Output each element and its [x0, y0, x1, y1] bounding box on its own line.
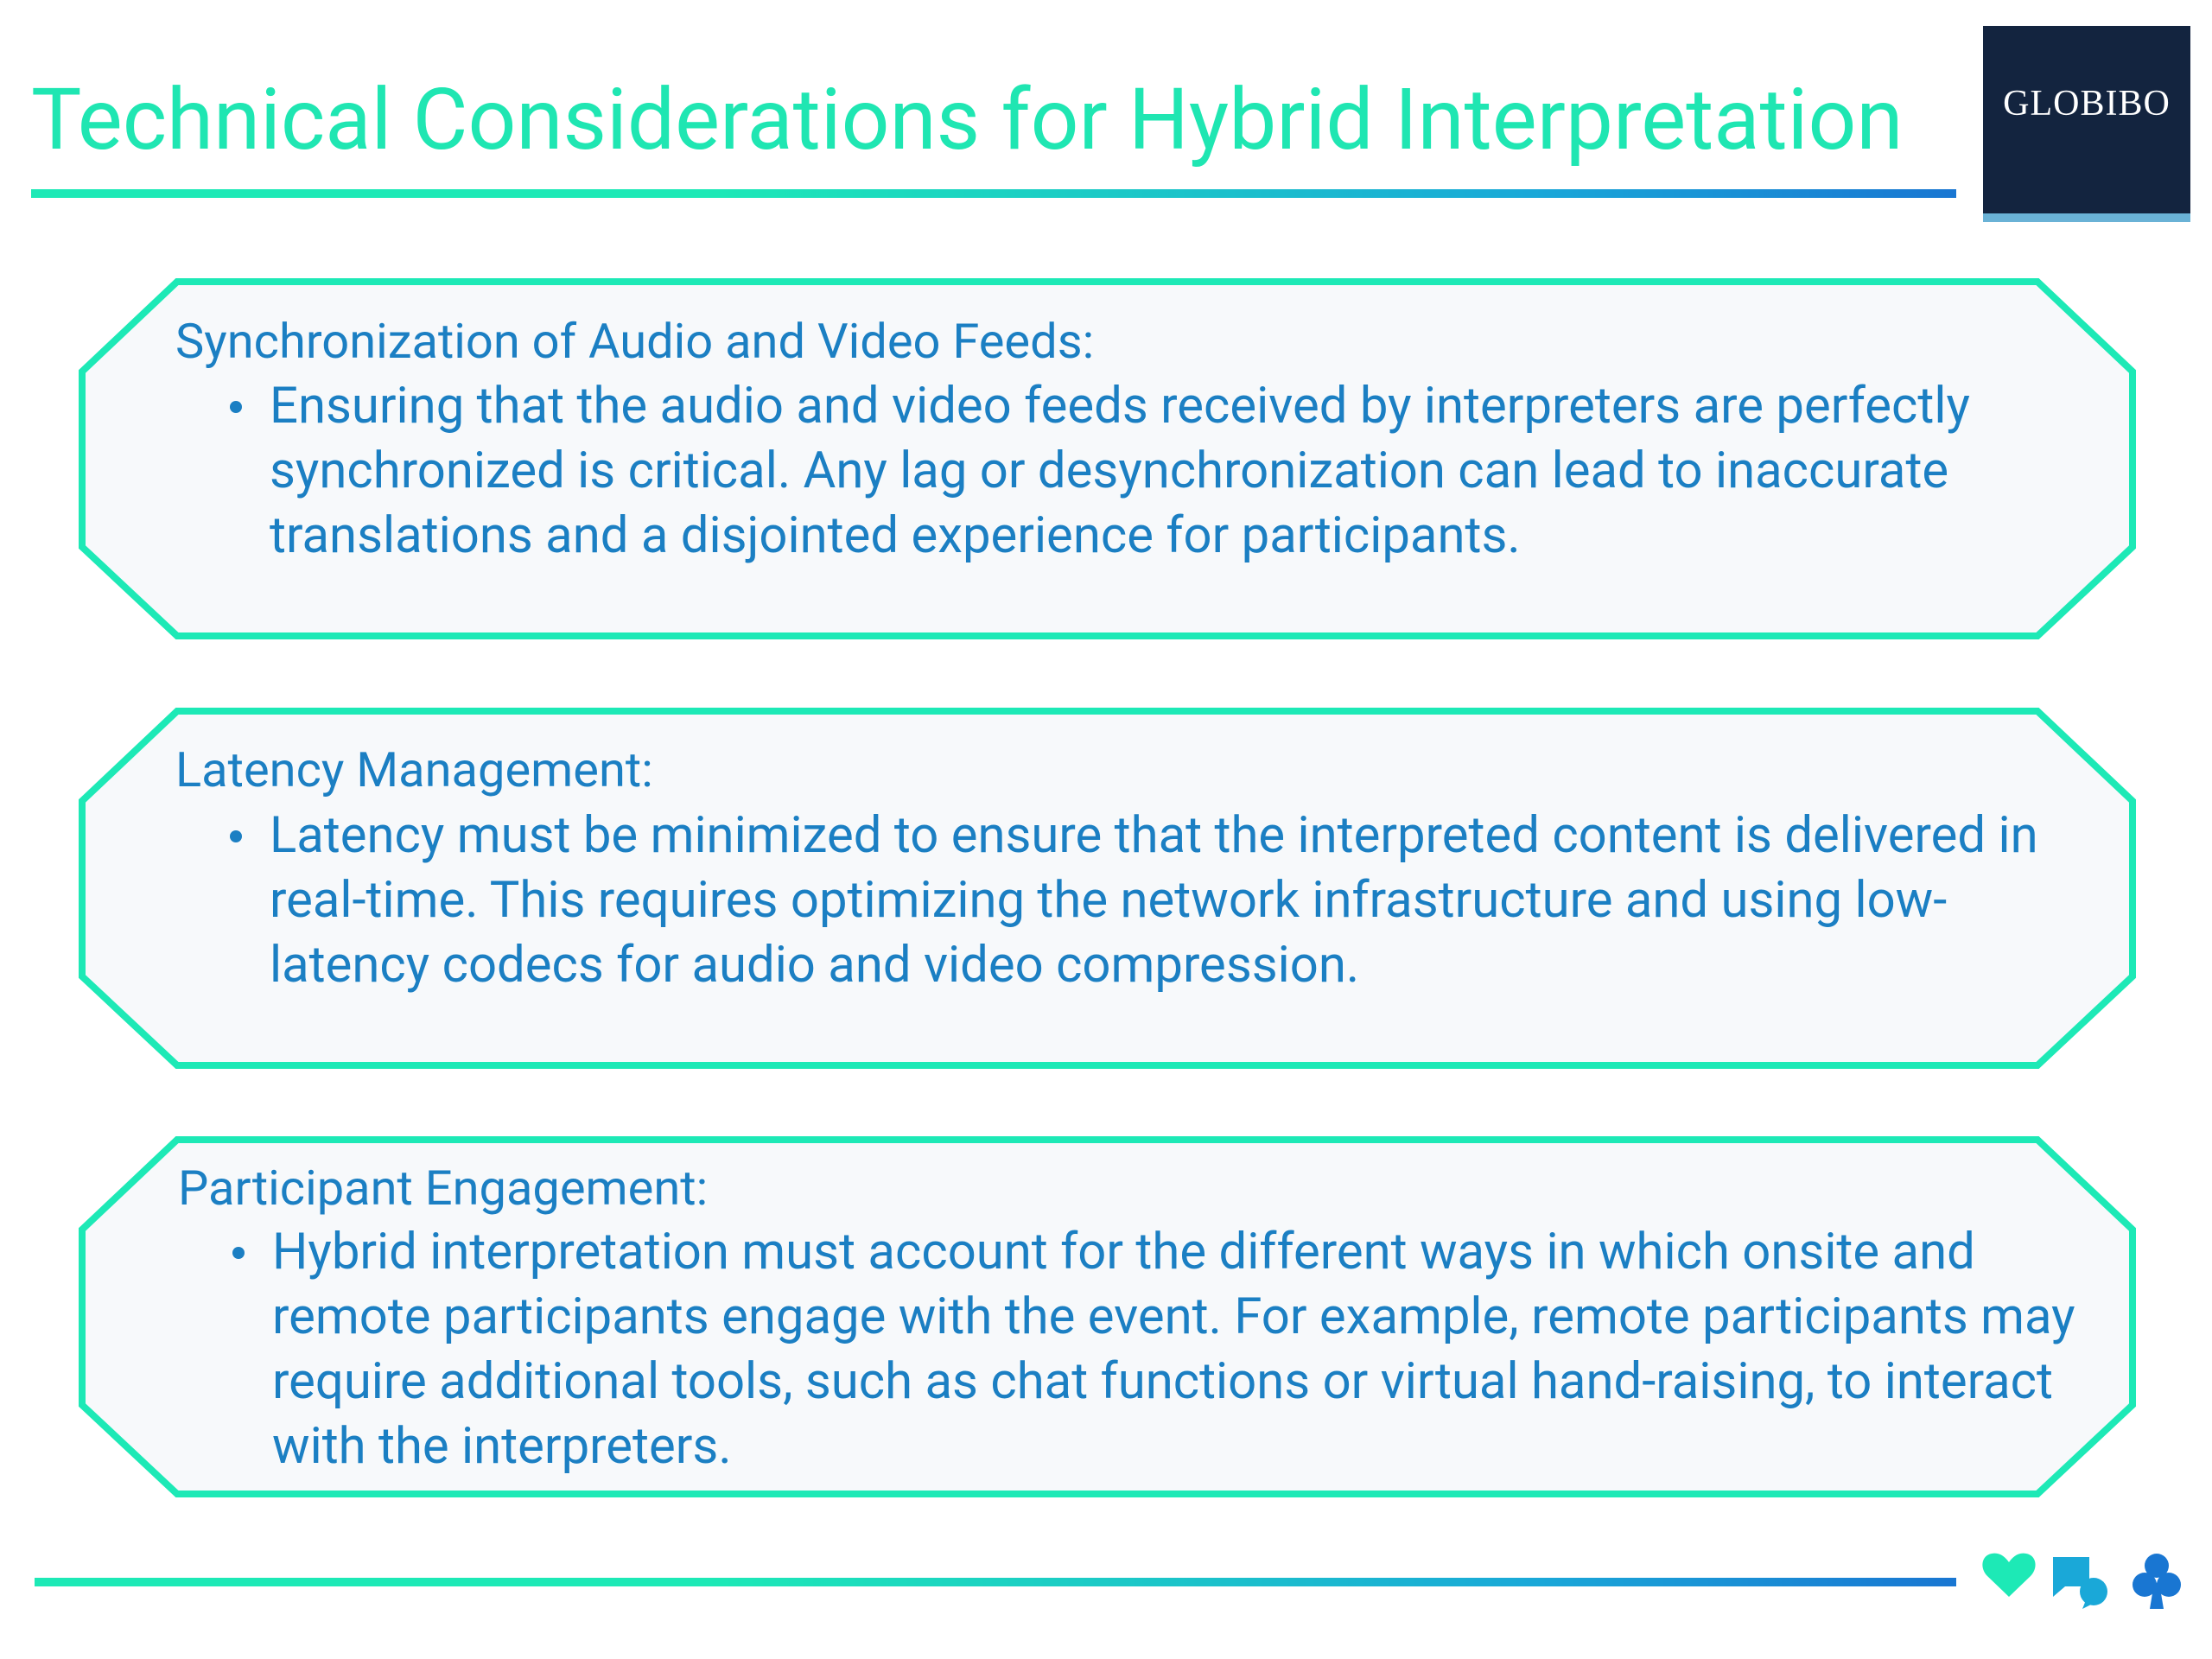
list-item: [272, 1220, 2087, 1479]
bullet-list: [270, 374, 2067, 569]
chat-bubbles-icon: [2053, 1557, 2107, 1609]
section-heading: Synchronization of Audio and Video Feeds:: [175, 313, 1095, 370]
globibo-logo: [1983, 26, 2190, 222]
page-title: Technical Considerations for Hybrid Interpretation: [31, 70, 1904, 169]
section-heading: Participant Engagement:: [178, 1160, 709, 1217]
bullet-text: Hybrid interpretation must account for the different ways in which onsite and remote participants engage with the event. For example, remote participants may require additional tools, such as chat functions or virtual hand-raising, to interact with the interpreters.: [272, 1223, 2075, 1476]
logo-text: GLOBIBO: [2003, 84, 2171, 124]
list-item: [270, 804, 2067, 998]
bullet-icon: [230, 830, 242, 842]
footer-icons: [1979, 1547, 2195, 1616]
heart-icon: [1982, 1554, 2035, 1597]
footer-rule: [35, 1578, 1956, 1586]
bullet-icon: [230, 401, 242, 413]
list-item: [270, 374, 2067, 569]
section-card-synchronization: [0, 276, 2212, 644]
bullet-icon: [232, 1247, 245, 1259]
section-card-engagement: [0, 1135, 2212, 1502]
bullet-list: [272, 1220, 2087, 1479]
bullet-list: [270, 804, 2067, 998]
section-card-latency: [0, 706, 2212, 1073]
bullet-text: Ensuring that the audio and video feeds received by interpreters are perfectly synchronized is critical. Any lag or desynchronization can lead to inaccurate translations and a disjointed experience for participants.: [270, 377, 1970, 565]
title-underline: [31, 189, 1956, 198]
bullet-text: Latency must be minimized to ensure that the interpreted content is delivered in real-time. This requires optimizing the network infrastructure and using low-latency codecs for audio and video compression.: [270, 806, 2038, 995]
club-icon: [2133, 1554, 2181, 1609]
section-heading: Latency Management:: [175, 741, 653, 798]
